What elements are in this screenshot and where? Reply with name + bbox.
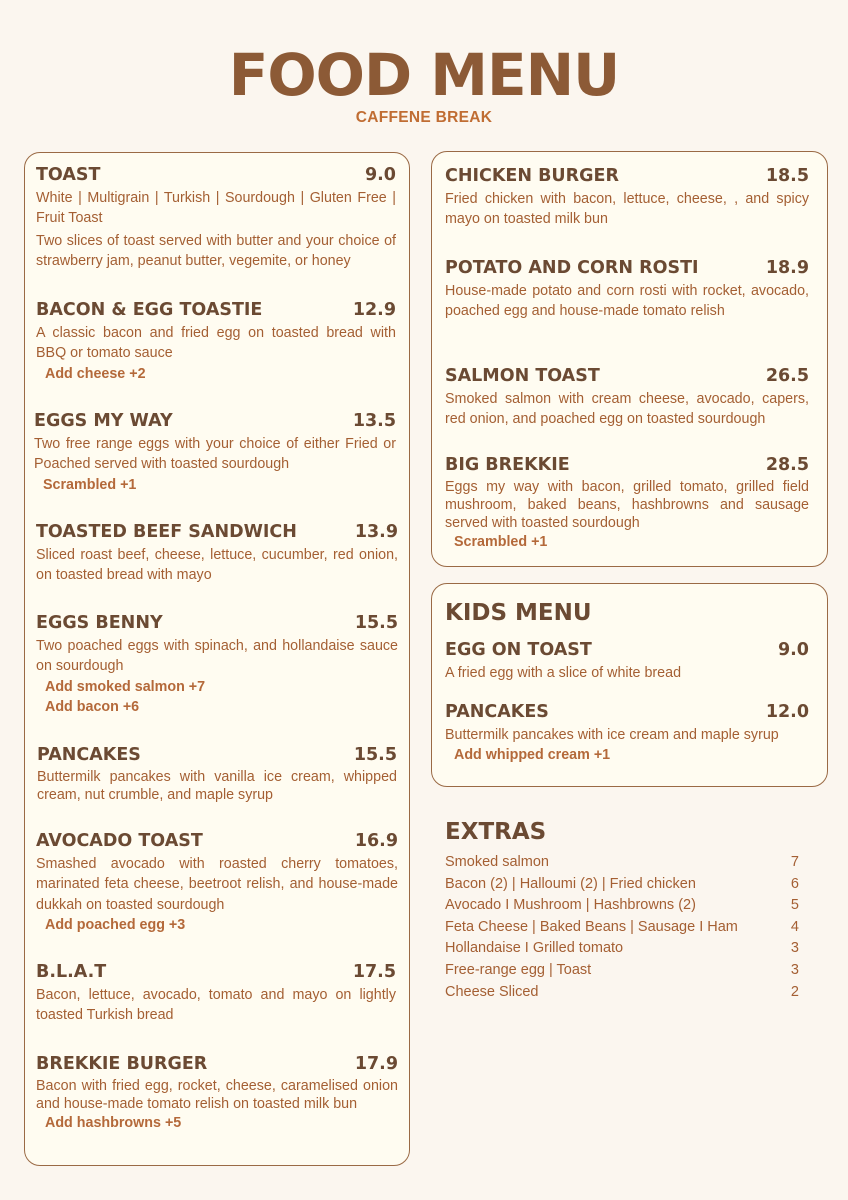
menu-item-addon: Scrambled +1 — [43, 476, 137, 493]
extras-list — [445, 852, 799, 1003]
extras-title: EXTRAS — [445, 819, 547, 845]
menu-item — [445, 257, 809, 322]
extras-item-price: 3 — [790, 940, 799, 957]
menu-item-header — [36, 612, 398, 634]
menu-item-name: EGGS BENNY — [36, 613, 163, 633]
menu-item-name: SALMON TOAST — [445, 366, 600, 386]
menu-item-price: 28.5 — [765, 455, 809, 475]
menu-item-header — [36, 521, 398, 543]
extras-item-name: Avocado I Mushroom | Hashbrowns (2) — [445, 897, 696, 914]
menu-item — [34, 410, 396, 495]
menu-item-addon: Add hashbrowns +5 — [45, 1115, 182, 1131]
menu-item-name: AVOCADO TOAST — [36, 831, 203, 851]
extras-item-price: 5 — [790, 897, 799, 914]
extras-item-name: Cheese Sliced — [445, 983, 539, 1000]
menu-item-price: 18.5 — [765, 166, 809, 186]
menu-item-addon: Add cheese +2 — [45, 365, 146, 382]
extras-item-price: 4 — [790, 918, 799, 935]
menu-item-header — [445, 701, 809, 723]
menu-item-name: BIG BREKKIE — [445, 455, 570, 475]
menu-item — [36, 961, 396, 1026]
menu-item — [37, 744, 397, 804]
menu-item — [36, 1053, 398, 1133]
menu-item-header — [36, 961, 396, 983]
menu-item-description: A classic bacon and fried egg on toasted bread with BBQ or tomato sauce — [36, 325, 396, 362]
menu-item-description: Two free range eggs with your choice of either Fried or Poached served with toasted sourdough — [34, 436, 396, 473]
menu-item-name: CHICKEN BURGER — [445, 166, 619, 186]
menu-item-addon: Add poached egg +3 — [45, 917, 186, 934]
menu-item-addon: Add bacon +6 — [45, 698, 140, 715]
menu-item-description: Bacon with fried egg, rocket, cheese, caramelised onion and house-made tomato relish on toasted milk bun — [36, 1078, 398, 1112]
menu-item-price: 13.5 — [352, 411, 396, 431]
extras-row — [445, 982, 799, 1004]
menu-item-description: Bacon, lettuce, avocado, tomato and mayo on lightly toasted Turkish bread — [36, 987, 396, 1024]
menu-item-price: 12.0 — [765, 702, 809, 722]
menu-item-name: PANCAKES — [445, 702, 549, 722]
menu-item-name: EGGS MY WAY — [34, 411, 173, 431]
extras-row — [445, 874, 799, 896]
menu-item-header — [445, 165, 809, 187]
menu-item-description: A fried egg with a slice of white bread — [445, 665, 682, 681]
extras-row — [445, 852, 799, 874]
menu-item — [36, 164, 396, 272]
menu-item-description: House-made potato and corn rosti with rocket, avocado, poached egg and house-made tomato relish — [445, 283, 809, 320]
menu-item — [445, 165, 809, 230]
menu-item-price: 15.5 — [353, 745, 397, 765]
menu-item-price: 13.9 — [354, 522, 398, 542]
menu-item-header — [36, 299, 396, 321]
extras-row — [445, 960, 799, 982]
menu-item — [36, 612, 398, 717]
menu-item-name: TOAST — [36, 165, 101, 185]
menu-item-price: 9.0 — [364, 165, 396, 185]
menu-item-name: POTATO AND CORN ROSTI — [445, 258, 699, 278]
extras-item-name: Smoked salmon — [445, 854, 549, 870]
menu-item-price: 17.9 — [354, 1054, 398, 1074]
menu-item-header — [445, 454, 809, 476]
menu-item-addon: Add smoked salmon +7 — [45, 678, 206, 695]
menu-item — [445, 639, 809, 683]
menu-item-header — [445, 639, 809, 661]
menu-item-description: Eggs my way with bacon, grilled tomato, grilled field mushroom, baked beans, hashbrowns and sausage served with toasted sourdough — [445, 479, 809, 531]
menu-item — [445, 365, 809, 430]
menu-item-header — [34, 410, 396, 432]
extras-item-price: 7 — [790, 854, 799, 870]
menu-item-header — [37, 744, 397, 766]
menu-item-name: BREKKIE BURGER — [36, 1054, 208, 1074]
menu-item-addon: Scrambled +1 — [454, 534, 548, 550]
extras-row — [445, 917, 799, 939]
menu-item-price: 18.9 — [765, 258, 809, 278]
menu-item-addon: Add whipped cream +1 — [454, 747, 611, 764]
extras-item-name: Bacon (2) | Halloumi (2) | Fried chicken — [445, 875, 696, 892]
menu-item-price: 16.9 — [354, 831, 398, 851]
menu-item-price: 26.5 — [765, 366, 809, 386]
menu-item-description: Two poached eggs with spinach, and hollandaise sauce on sourdough — [36, 638, 398, 675]
menu-item-description: Fried chicken with bacon, lettuce, cheese, , and spicy mayo on toasted milk bun — [445, 191, 809, 228]
menu-item-price: 15.5 — [354, 613, 398, 633]
extras-row — [445, 895, 799, 917]
menu-item-header — [445, 365, 809, 387]
menu-item-header — [445, 257, 809, 279]
extras-item-name: Hollandaise I Grilled tomato — [445, 940, 624, 957]
menu-item-header — [36, 1053, 398, 1075]
menu-title: FOOD MENU — [228, 41, 620, 109]
menu-item-description: Smoked salmon with cream cheese, avocado, capers, red onion, and poached egg on toasted sourdough — [445, 391, 809, 428]
menu-subtitle: CAFFENE BREAK — [355, 109, 493, 126]
menu-item — [36, 521, 398, 586]
menu-item-description: Two slices of toast served with butter and your choice of strawberry jam, peanut butter, vegemite, or honey — [36, 232, 396, 270]
menu-item-name: EGG ON TOAST — [445, 640, 592, 660]
menu-item-description: Buttermilk pancakes with ice cream and maple syrup — [445, 727, 779, 743]
menu-item — [445, 454, 809, 552]
extras-item-price: 6 — [790, 875, 799, 892]
menu-item-price: 12.9 — [352, 300, 396, 320]
menu-item-description: Smashed avocado with roasted cherry tomatoes, marinated feta cheese, beetroot relish, and house-made dukkah on toasted sourdough — [36, 856, 398, 913]
extras-item-price: 3 — [790, 961, 799, 978]
menu-item-header — [36, 830, 398, 852]
menu-item-name: BACON & EGG TOASTIE — [36, 300, 263, 320]
menu-item — [36, 830, 398, 935]
menu-item — [36, 299, 396, 384]
extras-item-name: Feta Cheese | Baked Beans | Sausage I Ham — [445, 918, 738, 935]
extras-item-name: Free-range egg | Toast — [445, 961, 592, 978]
menu-item-header — [36, 164, 396, 186]
kids-menu-title: KIDS MENU — [445, 600, 592, 626]
menu-item-name: TOASTED BEEF SANDWICH — [36, 522, 297, 542]
menu-item-name: B.L.A.T — [36, 962, 107, 982]
menu-item-price: 9.0 — [777, 640, 809, 660]
extras-row — [445, 938, 799, 960]
extras-item-price: 2 — [790, 983, 799, 1000]
menu-item-description: Sliced roast beef, cheese, lettuce, cucumber, red onion, on toasted bread with mayo — [36, 547, 398, 584]
menu-item — [445, 701, 809, 765]
menu-item-description: White | Multigrain | Turkish | Sourdough | Gluten Free | Fruit Toast — [36, 190, 396, 227]
menu-item-price: 17.5 — [352, 962, 396, 982]
menu-item-name: PANCAKES — [37, 745, 141, 765]
menu-item-description: Buttermilk pancakes with vanilla ice cream, whipped cream, nut crumble, and maple syrup — [37, 769, 397, 803]
